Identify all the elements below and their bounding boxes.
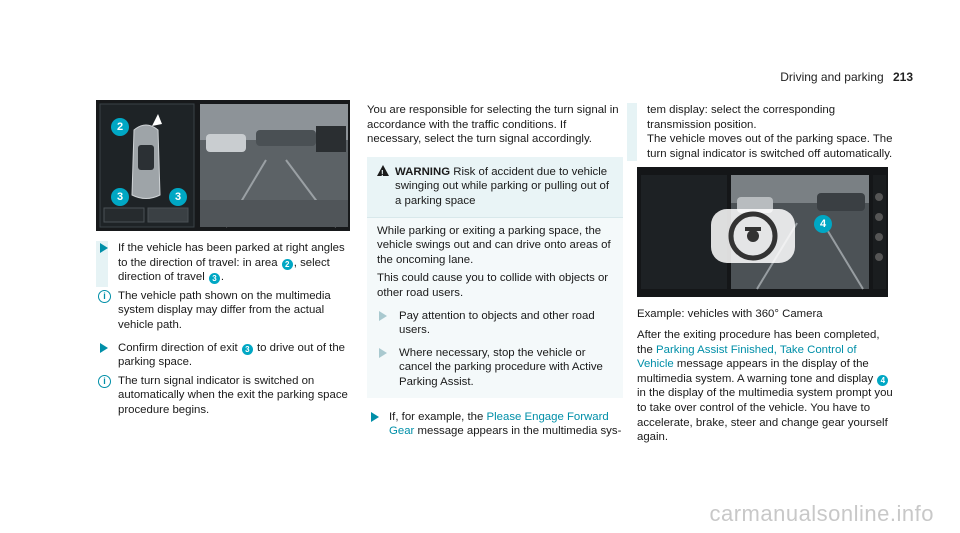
note-vehicle-path: i The vehicle path shown on the multimedia system display may differ from the actual vehicle path. [96,289,352,333]
column-2 [367,103,623,439]
watermark: carmanualsonline.info [709,501,934,526]
warning-box [367,157,623,217]
arrow-step-icon [100,243,108,253]
badge-3-left: 3 [111,188,129,206]
info-icon: i [98,375,111,388]
column-1 [96,100,352,418]
arrow-step-icon [100,343,108,353]
badge-3: 3 [242,344,253,355]
message-please-engage-forward-gear: Please Engage Forward Gear [389,410,609,438]
badge-4: 4 [877,375,888,386]
parking-display-illustration [96,100,350,231]
page-header [780,70,913,84]
step-forward-gear: If, for example, the Please Engage Forward Gear message appears in the multimedia sys- [367,410,623,439]
step-select-direction: If the vehicle has been parked at right angles to the direction of travel: in area 2 , select direction of travel 3 . [96,241,352,285]
badge-4: 4 [814,215,832,233]
warning-triangle-icon: ! [377,165,389,176]
column-3 [637,103,893,445]
figure-caption: Example: vehicles with 360° Camera [637,308,823,321]
step-confirm-exit: Confirm direction of exit 3 to drive out of the parking space. [96,341,352,370]
badge-2: 2 [111,118,129,136]
steering-wheel-icon [711,209,795,263]
arrow-step-icon [371,412,379,422]
step-continuation: tem display: select the corresponding transmission position. The vehicle moves out of the parking space. The turn signal indicator is switched off automatically. [627,103,893,161]
intro-paragraph: You are responsible for selecting the turn signal in accordance with the traffic conditions. If necessary, select the turn signal accordingly. [367,104,619,146]
car-top-view-icon [132,125,160,199]
warning-heading: Risk of accident due to vehicle swinging out while parking or pulling out of a parking space [395,165,610,207]
message-parking-assist-finished: Parking Assist Finished, Take Control of Vehicle [637,343,857,371]
note-turn-signal: i The turn signal indicator is switched on automatically when the exit the parking space procedure begins. [96,374,352,418]
camera-display-image [637,167,888,297]
arrow-step-icon [379,348,387,358]
page-number: 213 [892,70,913,84]
badge-2: 2 [282,259,293,270]
parking-assist-display-image [96,100,350,231]
warning-body: While parking or exiting a parking space, the vehicle swings out and can drive onto areas of the oncoming lane. This could cause you to collide with objects or other road users. Pay attention to objects and other road users. Where necessary, stop the vehicle or cancel the parking procedure with Active Parking Assist. [367,217,623,398]
warning-title: WARNING [395,165,451,178]
badge-3: 3 [209,273,220,284]
completion-paragraph: After the exiting procedure has been completed, the Parking Assist Finished, Take Control of Vehicle message appears in the display of the multimedia system. A warning tone and display 4 in the display of the multimedia system prompt you to take over control of the vehicle. You have to accelerate, brake, steer and change gear yourself again. [637,328,893,444]
info-icon: i [98,290,111,303]
badge-3-right: 3 [169,188,187,206]
section-title: Driving and parking [780,70,884,84]
camera-display-illustration [637,167,888,297]
arrow-step-icon [379,311,387,321]
